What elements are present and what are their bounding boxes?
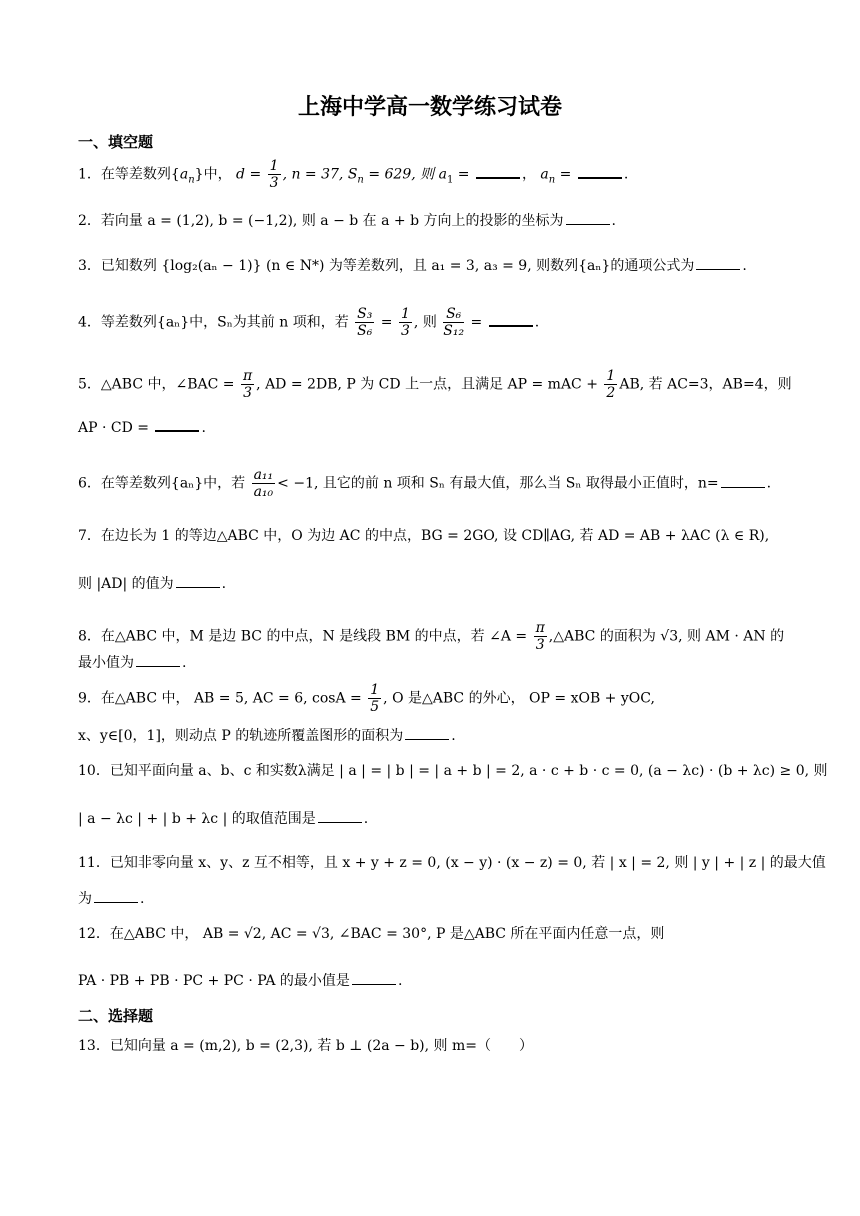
answer-blank[interactable] xyxy=(136,652,180,667)
question-12-cont: PA · PB + PB · PC + PC · PA 的最小值是 . xyxy=(78,970,788,991)
fraction-one-half: $\frac{1}{2}$ xyxy=(606,368,616,401)
question-12: 12．在△ABC 中， AB = √2, AC = √3, ∠BAC = 30°, P 是△ABC 所在平面内任意一点，则 xyxy=(78,926,665,942)
question-11-cont: 为 . xyxy=(78,888,788,909)
question-3: 3．已知数列 {log₂(aₙ − 1)} (n ∈ N*) 为等差数列，且 a₁ = 3, a₃ = 9, 则数列{aₙ}的通项公式为 . xyxy=(78,255,788,276)
question-8: 8．在△ABC 中，M 是边 BC 的中点，N 是线段 BM 的中点，若 ∠A = $\frac{\pi}{3}$ ,△ABC 的面积为 √3, 则 AM · AN 的 xyxy=(78,620,785,653)
answer-blank[interactable] xyxy=(352,970,396,985)
fraction-pi-3: $\frac{\pi}{3}$ xyxy=(242,368,253,401)
fraction-s3-s6: $\frac{\text{S₃}}{\text{S₆}}$ xyxy=(357,306,373,339)
answer-blank[interactable] xyxy=(176,573,220,588)
section-multiple-choice: 二、选择题 xyxy=(78,1007,154,1025)
question-1: 1．在等差数列$\{a_n\}$中， d = $\frac{1}{3}$ , n = 37, $S_n = 629$, 则 $a_1$ = ， $a_n$ = . xyxy=(78,158,629,191)
answer-blank[interactable] xyxy=(578,163,622,179)
page-title: 上海中学高一数学练习试卷 xyxy=(297,95,562,120)
question-5-cont: AP · CD = . xyxy=(78,416,788,438)
question-2: 2．若向量 a = (1,2), b = (−1,2), 则 a − b 在 a + b 方向上的投影的坐标为 . xyxy=(78,210,788,231)
question-13: 13．已知向量 a = (m,2), b = (2,3), 若 b ⊥ (2a − b), 则 m=（ ） xyxy=(78,1038,533,1054)
answer-blank[interactable] xyxy=(489,311,533,327)
question-7-cont: 则 |AD| 的值为 . xyxy=(78,573,788,594)
fraction-s6-s12: $\frac{\text{S₆}}{\text{S₁₂}}$ xyxy=(443,306,465,339)
question-5: 5．△ABC 中，∠BAC = $\frac{\pi}{3}$ , AD = 2DB, P 为 CD 上一点，且满足 AP = mAC + $\frac{1}{2}$ AB, 若 AC=3，AB=4，则 xyxy=(78,368,792,401)
answer-blank[interactable] xyxy=(405,725,449,740)
fraction-one-third: $\frac{1}{3}$ xyxy=(269,158,279,191)
answer-blank[interactable] xyxy=(566,210,610,225)
question-11: 11．已知非零向量 x、y、z 互不相等，且 x + y + z = 0, (x − y) · (x − z) = 0, 若 | x | = 2, 则 | y | + | z | 的最大值 xyxy=(78,855,826,871)
fraction-one-third: $\frac{1}{3}$ xyxy=(401,306,410,339)
fraction-a11-a10: $\frac{\text{a₁₁}}{\text{a₁₀}}$ xyxy=(253,467,274,500)
question-10-cont: | a − λc | + | b + λc | 的取值范围是 . xyxy=(78,808,788,829)
question-7: 7．在边长为 1 的等边△ABC 中，O 为边 AC 的中点，BG = 2GO, 设 CD∥AG, 若 AD = AB + λAC (λ ∈ R), xyxy=(78,528,770,544)
answer-blank[interactable] xyxy=(94,888,138,903)
question-9-cont: x、y∈[0，1]，则动点 P 的轨迹所覆盖图形的面积为 . xyxy=(78,725,788,746)
fraction-pi-3: $\frac{\pi}{3}$ xyxy=(535,620,545,653)
answer-blank[interactable] xyxy=(721,473,765,488)
question-6: 6．在等差数列{aₙ}中，若 $\frac{\text{a₁₁}}{\text{a₁₀}}$ < −1, 且它的前 n 项和 Sₙ 有最大值，那么当 Sₙ 取得最小正值时，n= . xyxy=(78,467,772,500)
question-9: 9．在△ABC 中， AB = 5, AC = 6, cosA = $\frac{1}{5}$ , O 是△ABC 的外心， OP = xOB + yOC, xyxy=(78,682,655,715)
fraction-one-fifth: $\frac{1}{5}$ xyxy=(370,682,380,715)
question-4: 4．等差数列{aₙ}中，Sₙ为其前 n 项和，若 $\frac{\text{S₃}}{\text{S₆}}$ = $\frac{1}{3}$ , 则 $\frac{\text{S₆}}{\text{S₁₂}}$ = . xyxy=(78,306,540,339)
question-10: 10．已知平面向量 a、b、c 和实数λ满足 | a | = | b | = | a + b | = 2, a · c + b · c = 0, (a − λc) · (b + λc) ≥ 0, 则 xyxy=(78,763,828,779)
answer-blank[interactable] xyxy=(318,808,362,823)
answer-blank[interactable] xyxy=(155,416,199,432)
answer-blank[interactable] xyxy=(696,255,740,270)
answer-blank[interactable] xyxy=(476,163,520,179)
section-fill-in: 一、填空题 xyxy=(78,133,154,151)
question-8-cont: 最小值为 . xyxy=(78,652,788,673)
